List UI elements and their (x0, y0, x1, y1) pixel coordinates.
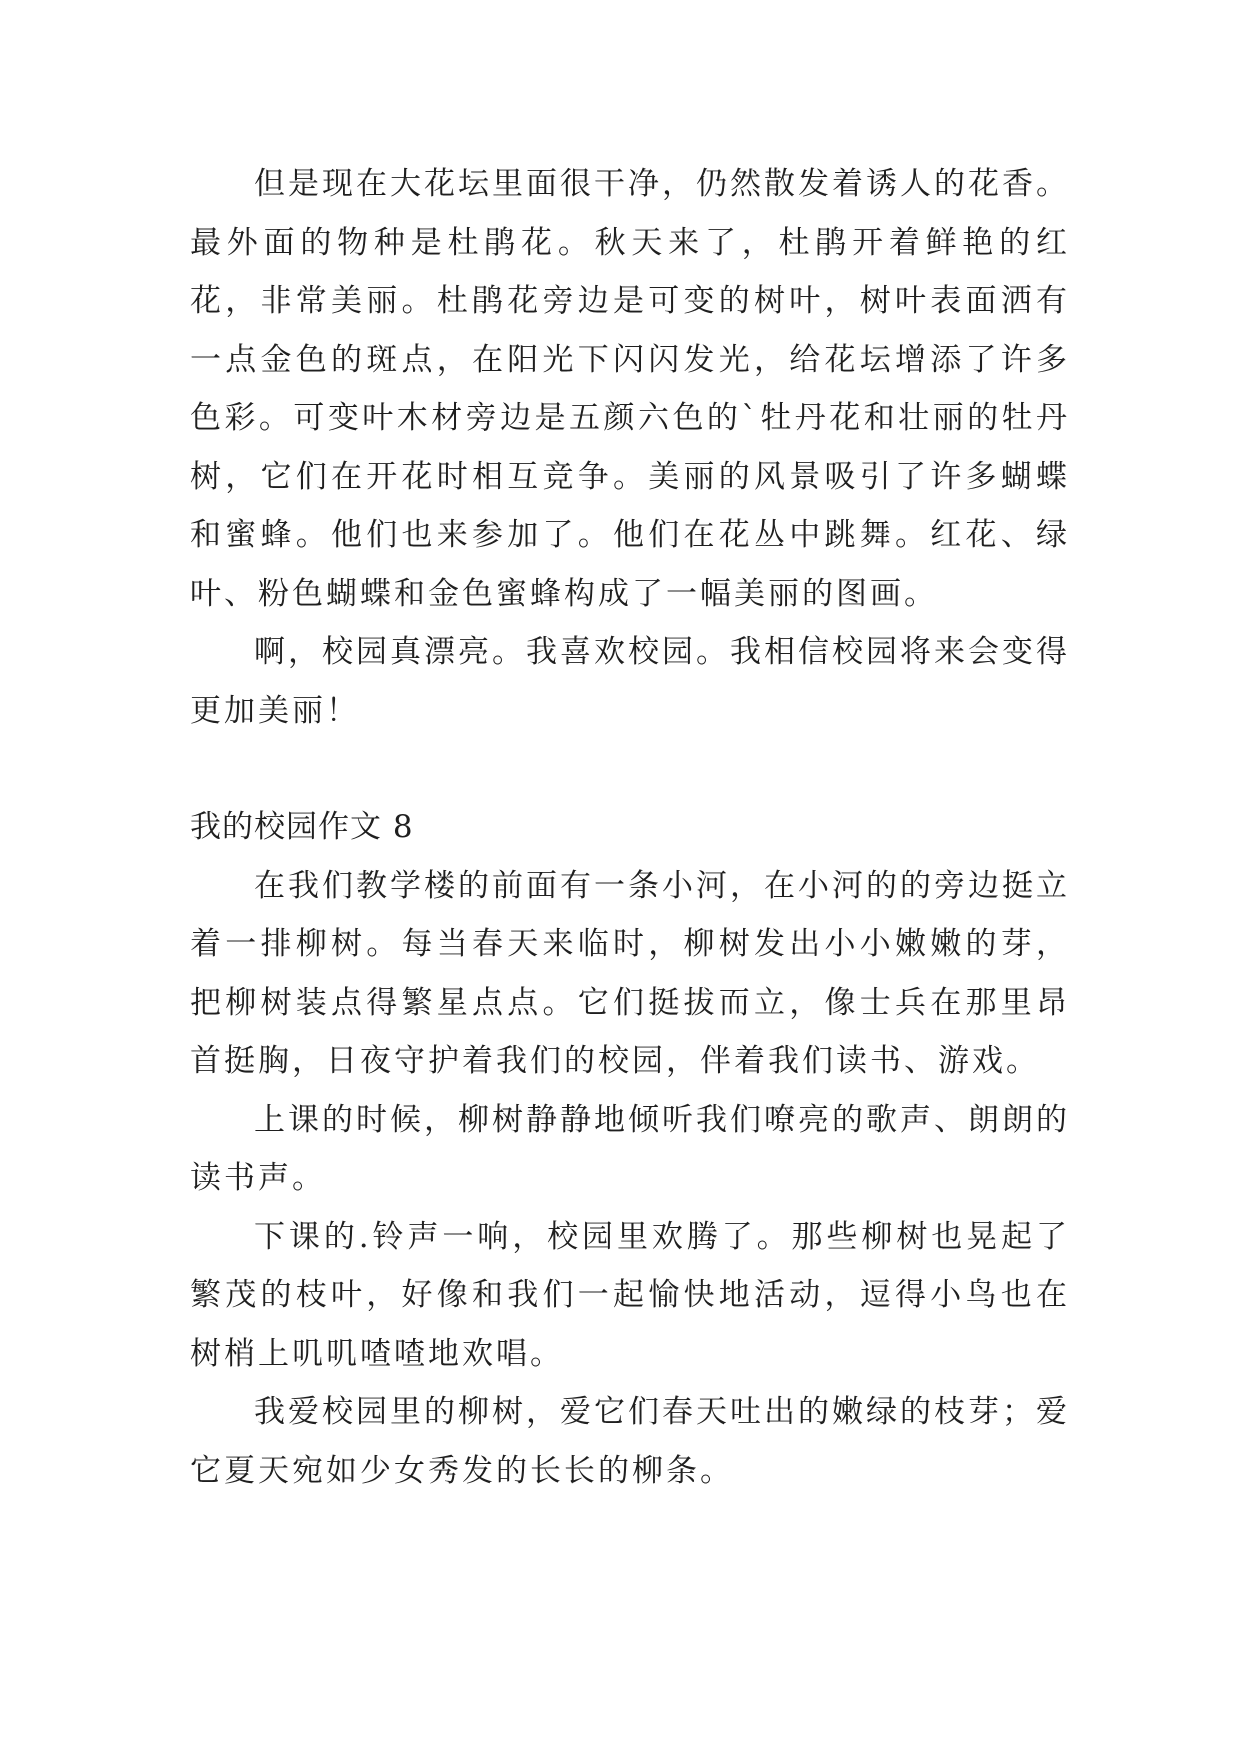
paragraph-class-time: 上课的时候，柳树静静地倾听我们嘹亮的歌声、朗朗的读书声。 (190, 1101, 1070, 1196)
paragraph-recess: 下课的.铃声一响，校园里欢腾了。那些柳树也晃起了繁茂的枝叶，好像和我们一起愉快地活动，逗得小鸟也在树梢上叽叽喳喳地欢唱。 (190, 1218, 1070, 1372)
section-spacer (190, 740, 1070, 798)
essay-heading: 我的校园作文 8 (190, 809, 414, 845)
paragraph-love-willows: 我爱校园里的柳树，爱它们春天吐出的嫩绿的枝芽；爱它夏天宛如少女秀发的长长的柳条。 (190, 1394, 1070, 1489)
paragraph-campus-beautiful: 啊，校园真漂亮。我喜欢校园。我相信校园将来会变得更加美丽！ (190, 634, 1070, 729)
paragraph-willow-trees: 在我们教学楼的前面有一条小河，在小河的的旁边挺立着一排柳树。每当春天来临时，柳树发出小小嫩嫩的芽，把柳树装点得繁星点点。它们挺拔而立，像士兵在那里昂首挺胸，日夜守护着我们的校园，伴着我们读书、游戏。 (190, 867, 1070, 1079)
document-body (190, 155, 1070, 1500)
paragraph-flower-bed: 但是现在大花坛里面很干净，仍然散发着诱人的花香。最外面的物种是杜鹃花。秋天来了，杜鹃开着鲜艳的红花，非常美丽。杜鹃花旁边是可变的树叶，树叶表面洒有一点金色的斑点，在阳光下闪闪发光，给花坛增添了许多色彩。可变叶木材旁边是五颜六色的`牡丹花和壮丽的牡丹树，它们在开花时相互竞争。美丽的风景吸引了许多蝴蝶和蜜蜂。他们也来参加了。他们在花丛中跳舞。红花、绿叶、粉色蝴蝶和金色蜜蜂构成了一幅美丽的图画。 (190, 166, 1070, 612)
